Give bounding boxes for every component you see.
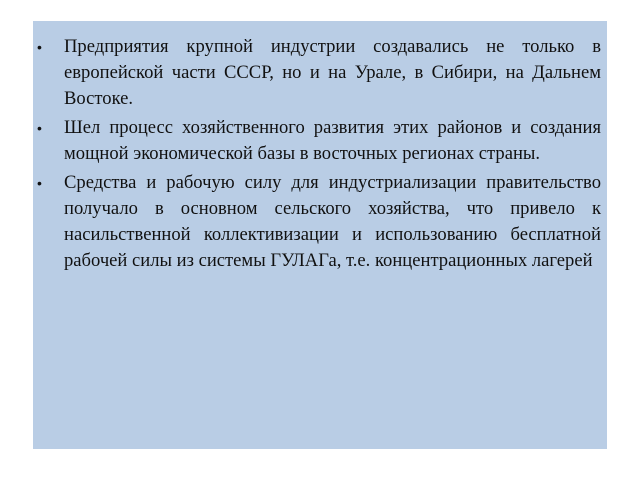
bullet-icon: • [37, 175, 42, 191]
bullet-text: Средства и рабочую силу для индустриализации правительство получало в основном сельского хозяйства, что привело к насильственной коллективизации и использованию бесплатной рабочей силы из системы ГУЛАГа, т.е. концентрационных лагерей [64, 172, 601, 271]
bullet-list [33, 34, 607, 277]
bullet-item-2 [33, 115, 607, 167]
bullet-icon: • [37, 120, 42, 136]
slide-text-box [33, 21, 607, 449]
bullet-text: Шел процесс хозяйственного развития этих районов и создания мощной экономической базы в восточных регионах страны. [64, 117, 601, 164]
bullet-item-1 [33, 34, 607, 112]
bullet-item-3 [33, 170, 607, 274]
bullet-icon: • [37, 39, 42, 55]
bullet-text: Предприятия крупной индустрии создавались не только в европейской части СССР, но и на Урале, в Сибири, на Дальнем Востоке. [64, 36, 601, 109]
